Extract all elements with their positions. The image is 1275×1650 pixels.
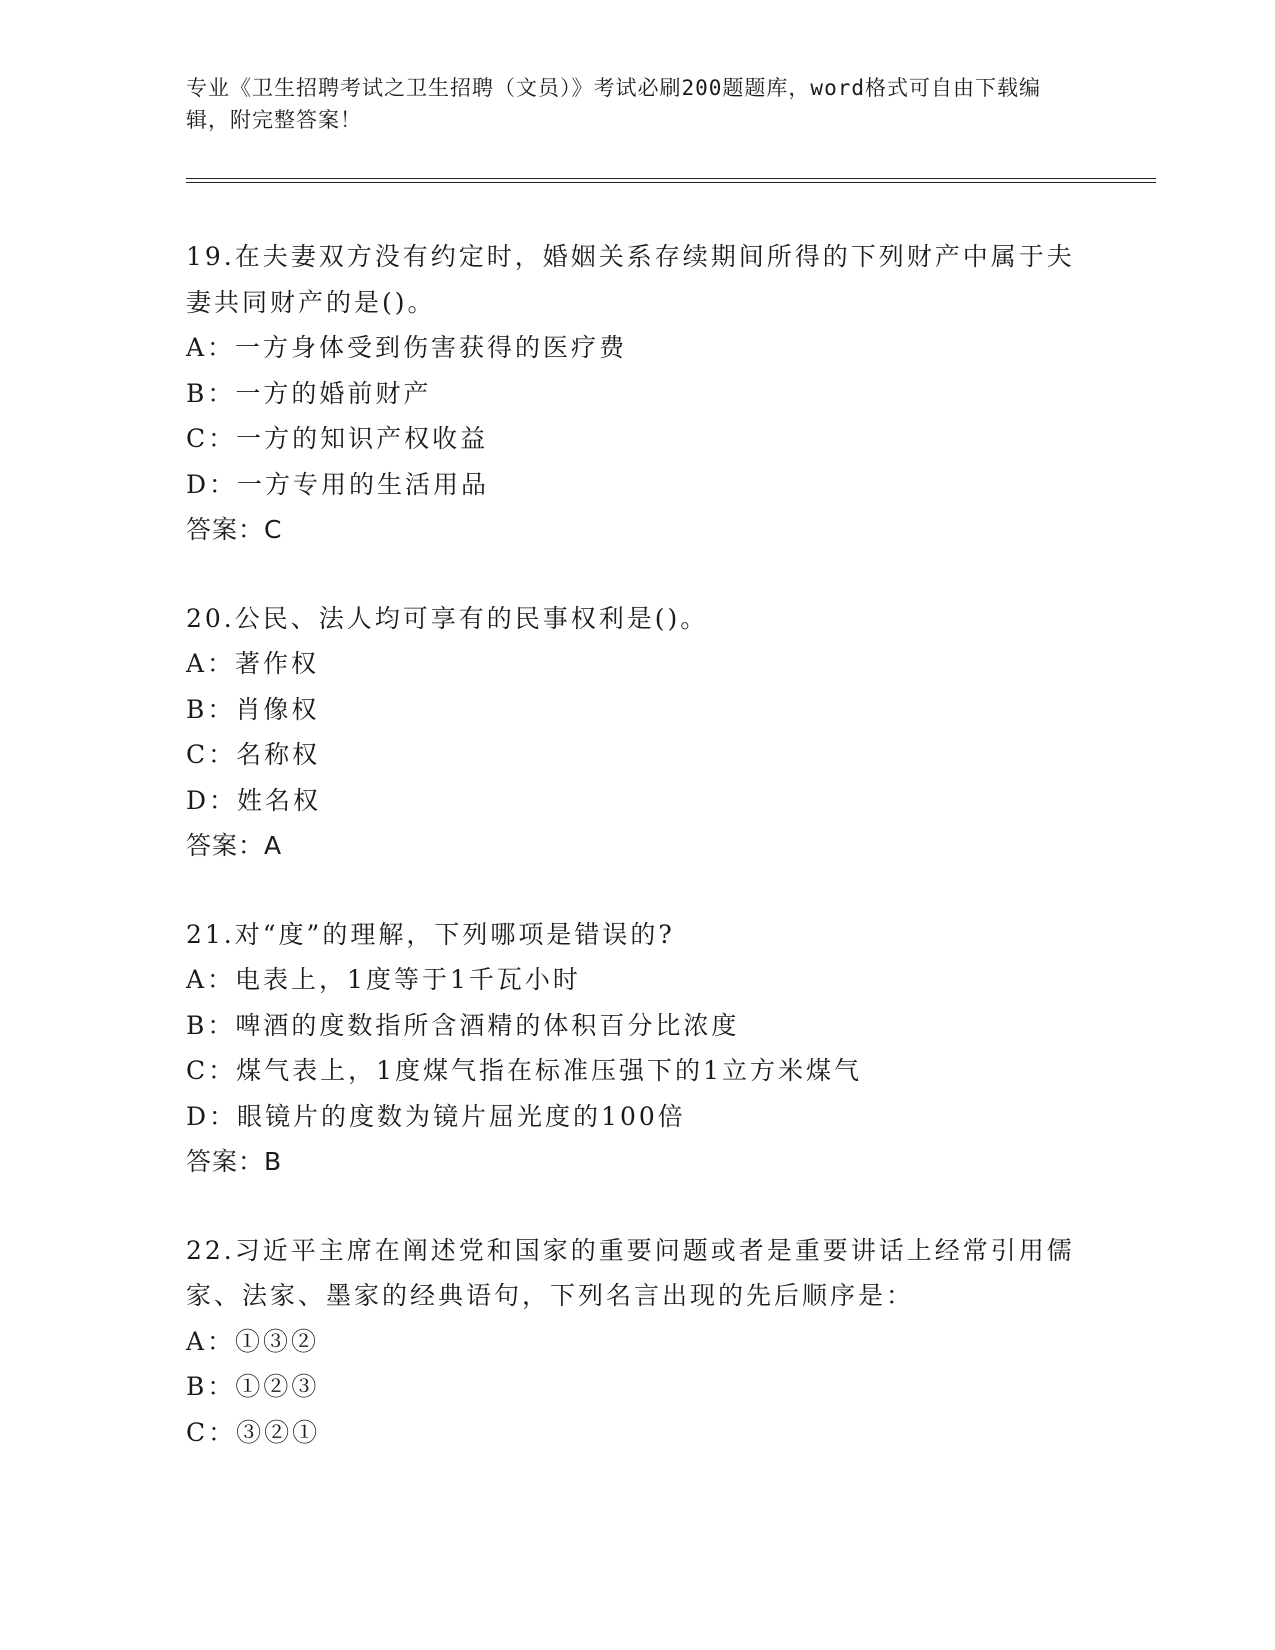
question-21	[186, 912, 1086, 1185]
option-c: C：一方的知识产权收益	[186, 424, 489, 453]
option-a: A：①③②	[186, 1326, 320, 1356]
option-c: C：③②①	[186, 1417, 321, 1447]
question-stem: 19.在夫妻双方没有约定时，婚姻关系存续期间所得的下列财产中属于夫妻共同财产的是()。	[186, 242, 1075, 317]
question-stem: 22.习近平主席在阐述党和国家的重要问题或者是重要讲话上经常引用儒家、法家、墨家的经典语句，下列名言出现的先后顺序是：	[186, 1235, 1075, 1310]
option-b: B：一方的婚前财产	[186, 378, 432, 408]
option-b: B：①②③	[186, 1372, 320, 1401]
option-a: A：一方身体受到伤害获得的医疗费	[186, 333, 628, 362]
option-a: A：电表上，1度等于1千瓦小时	[186, 965, 581, 994]
option-d: D：姓名权	[186, 785, 322, 815]
question-20	[186, 596, 1086, 869]
question-stem: 21.对“度”的理解，下列哪项是错误的?	[186, 919, 675, 949]
answer: 答案：C	[186, 515, 283, 544]
option-b: B：啤酒的度数指所含酒精的体积百分比浓度	[186, 1010, 740, 1040]
header-divider-thick	[186, 182, 1156, 183]
answer: 答案：A	[186, 831, 283, 860]
question-stem: 20.公民、法人均可享有的民事权利是()。	[186, 603, 709, 633]
answer: 答案：B	[186, 1147, 283, 1176]
option-d: D：一方专用的生活用品	[186, 469, 490, 499]
option-c: C：煤气表上，1度煤气指在标准压强下的1立方米煤气	[186, 1056, 862, 1085]
question-19	[186, 234, 1086, 553]
option-c: C：名称权	[186, 740, 321, 769]
option-a: A：著作权	[186, 649, 320, 678]
option-d: D：眼镜片的度数为镜片屈光度的100倍	[186, 1101, 686, 1131]
document-header: 专业《卫生招聘考试之卫生招聘（文员）》考试必刷200题题库，word格式可自由下载编辑，附完整答案！	[186, 76, 1041, 132]
question-list	[186, 234, 1086, 1498]
option-b: B：肖像权	[186, 694, 320, 724]
question-22	[186, 1228, 1086, 1456]
header-divider-thin	[186, 178, 1156, 179]
